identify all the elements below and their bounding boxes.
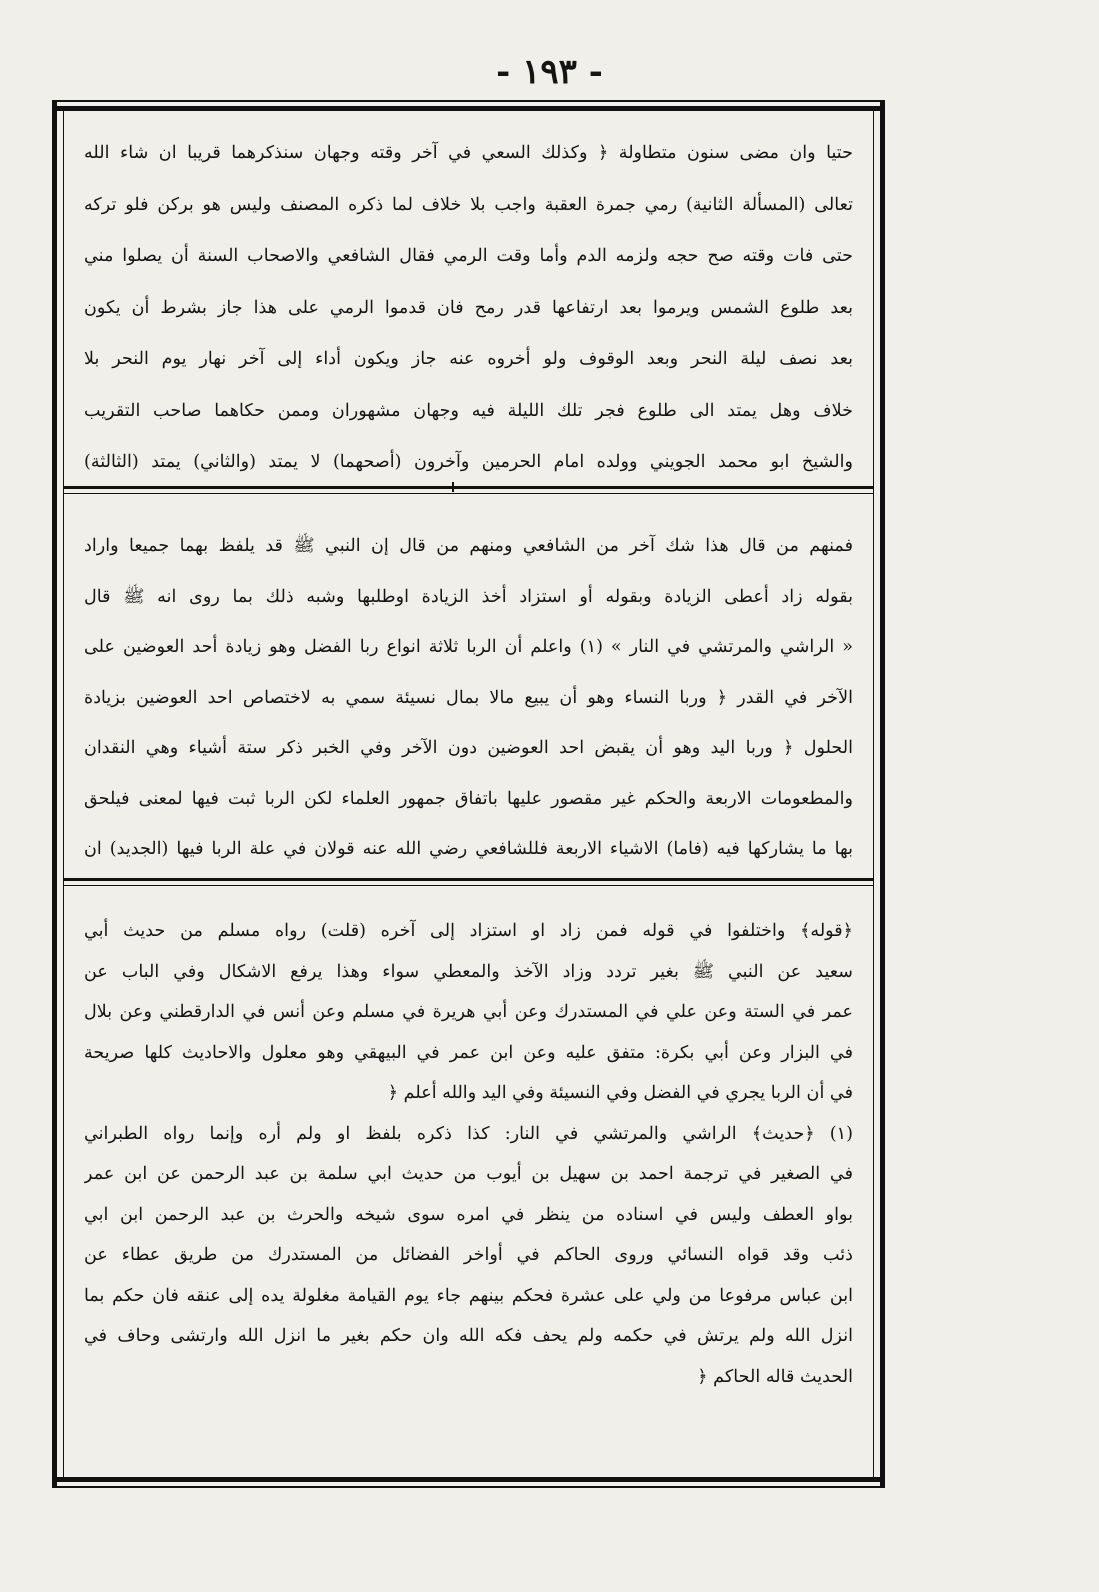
text-line: تعالى (المسألة الثانية) رمي جمرة العقبة واجب بلا خلاف لما ذكره المصنف وليس هو بركن فلو تركه [84,194,853,215]
text-line: بقوله زاد أعطى الزيادة وبقوله أو استزاد أخذ الزيادة اوطلبها وشبه ذلك بما روى انه ﷺ قال [84,586,853,607]
text-line: في الصغير في ترجمة احمد بن سهيل بن أيوب من حديث ابي سلمة بن عبد الرحمن عن ابن عمر [84,1164,853,1184]
text-line: خلاف وهل يمتد الى طلوع فجر تلك الليلة فيه وجهان مشهوران وممن حكاهما صاحب التقريب [84,400,853,421]
text-line: والمطعومات الاربعة والحكم غير مقصور عليها باتفاق جمهور العلماء لكن الربا ثبت فيها لمعنى فيلحق [84,788,853,809]
main-text-section [84,128,853,489]
footnote-section [84,911,853,1397]
text-line: بعد نصف ليلة النحر وبعد الوقوف ولو أخروه عنه جاز ويكون أداء إلى آخر نهار يوم النحر بلا [84,349,853,369]
text-line: بعد طلوع الشمس ويرموا بعد ارتفاعها قدر رمح فان قدموا الرمي على هذا جاز بشرط أن يكون [84,297,853,318]
text-line: (١) ﴿حديث﴾ الراشي والمرتشي في النار: كذا ذكره بلفظ او ولم أره وإنما رواه الطبراني [84,1123,853,1144]
text-line: سعيد عن النبي ﷺ بغير تردد وزاد الآخذ والمعطي سواء وهذا يرفع الاشكال وفي الباب عن [84,961,853,982]
page-number: - ١٩٣ - [496,52,603,92]
text-line: انزل الله ولم يرتش في حكمه ولم يحف فكه الله وان حكم بغير ما انزل الله وارتشى وحاف في [84,1326,853,1346]
text-line: بواو العطف وليس في اسناده من ينظر في امره سوى شيخه والحرث بن عبد الرحمن ابن ابي [84,1204,853,1225]
text-line: الحديث قاله الحاكم ﴿ [697,1366,853,1387]
text-line: في البزار وعن أبي بكرة: متفق عليه وعن ابن عمر في البيهقي وهو معلول والاحاديث كلها صريحة [84,1042,853,1063]
commentary-section [84,521,853,875]
text-line: الحلول ﴿ وربا اليد وهو أن يقبض احد العوضين دون الآخر وفي الخبر ذكر ستة أشياء وهي النقدان [84,738,853,758]
text-line: حتيا وان مضى سنون متطاولة ﴿ وكذلك السعي في آخر وقته وجهان سنذكرهما قريبا ان شاء الله [84,143,853,163]
section-divider [64,486,873,494]
text-line: ابن عباس مرفوعا من ولي على عشرة فحكم بينهم جاء يوم القيامة مغلولة يده إلى عنقه فان حكم بما [84,1285,853,1306]
text-line: فمنهم من قال هذا شك آخر من الشافعي ومنهم من قال إن النبي ﷺ قد يلفظ بهما جميعا واراد [84,536,853,556]
text-line: ذئب وقد قواه النسائي وروى الحاكم في أواخر الفضائل من المستدرك من طريق عطاء عن [84,1245,853,1265]
text-line: « الراشي والمرتشي في النار » (١) واعلم أن الربا ثلاثة انواع ربا الفضل وهو زيادة أحد العوضين على [84,637,853,657]
text-line: في أن الربا يجري في الفضل وفي النسيئة وفي اليد والله أعلم ﴿ [387,1083,853,1103]
text-line: ﴿قوله﴾ واختلفوا في قوله فمن زاد او استزاد إلى آخره (قلت) رواه مسلم من حديث أبي [84,921,853,941]
page-body [63,108,874,1480]
text-line: حتى فات وقته صح حجه ولزمه الدم وأما وقت الرمي فقال الشافعي والاصحاب السنة أن يصلوا مني [84,246,853,266]
text-line: عمر في الستة وعن علي في المستدرك وعن أبي هريرة في مسلم وعن أنس في الدارقطني وعن بلال [84,1002,853,1022]
text-line: والشيخ ابو محمد الجويني وولده امام الحرمين وآخرون (أصحهما) لا يمتد (والثاني) يمتد (الثالثة) [84,452,853,472]
text-line: الآخر في القدر ﴿ وربا النساء وهو أن يبيع مالا بمال نسيئة سمي به لاختصاص احد العوضين بزيادة [84,687,853,708]
divider-tick [452,482,454,492]
section-divider [64,878,873,886]
text-line: بها ما يشاركها فيه (فاما) الاشياء الاربعة فللشافعي رضي الله عنه قولان في علة الربا فيها (الجديد) ان [84,839,853,859]
page-frame [52,100,885,1488]
